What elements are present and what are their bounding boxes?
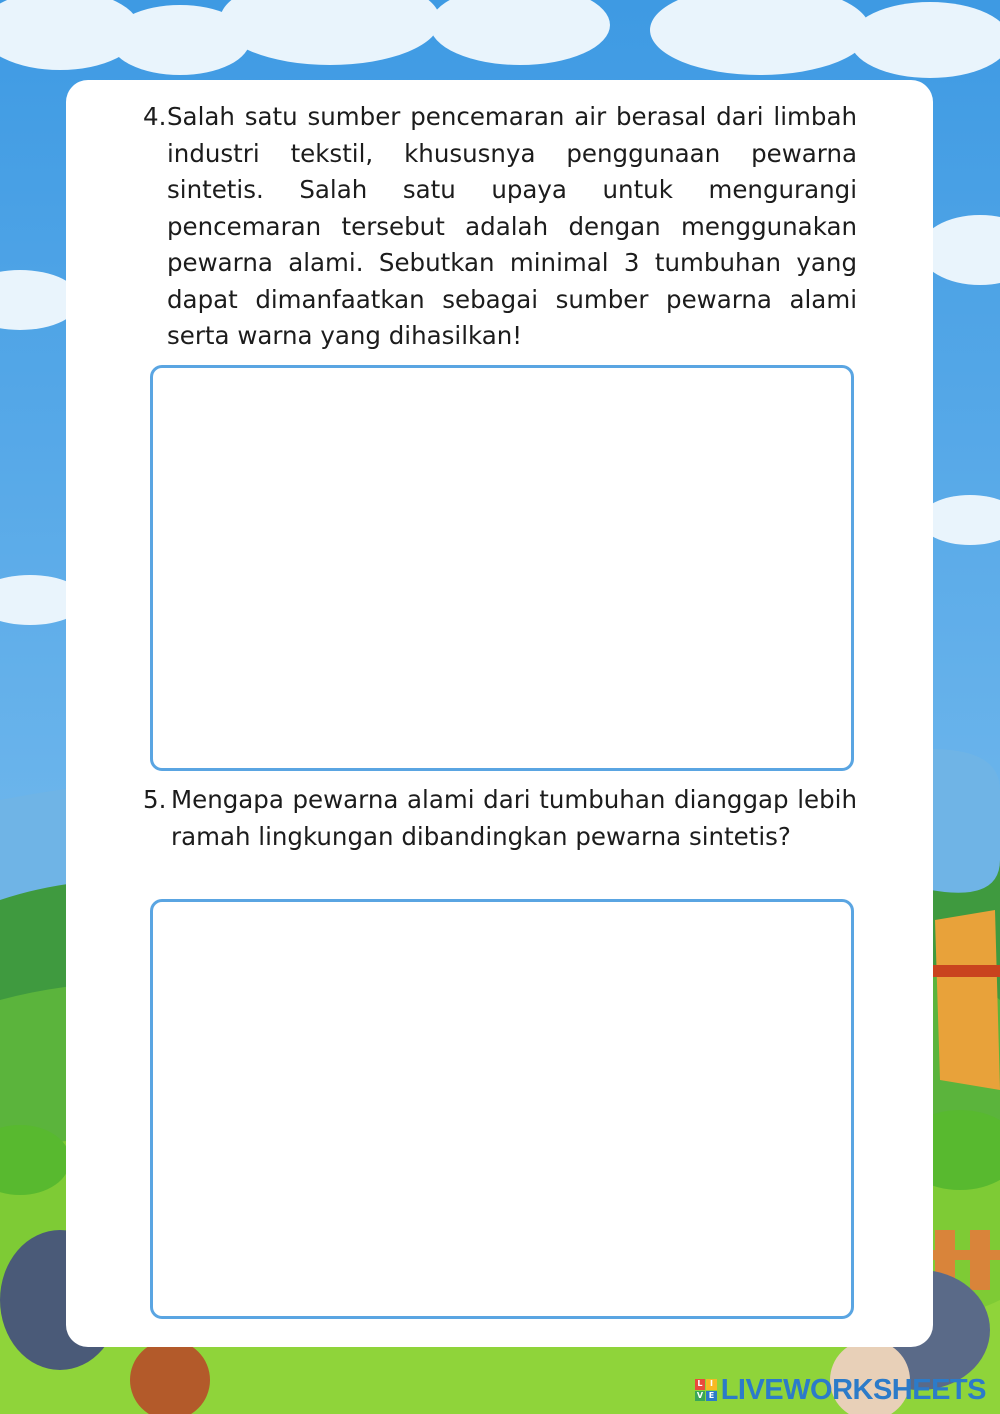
logo-letter: L <box>695 1379 706 1390</box>
question-5 <box>143 782 857 855</box>
question-4 <box>143 99 857 355</box>
liveworksheets-logo <box>695 1373 986 1407</box>
answer-box-4[interactable] <box>150 365 854 771</box>
question-text: Salah satu sumber pencemaran air berasal dari limbah industri tekstil, khususnya penggunaan pewarna sintetis. Salah satu upaya untuk mengurangi pencemaran tersebut adalah dengan menggunakan pewarna alami. Sebutkan minimal 3 tumbuhan yang dapat dimanfaatkan sebagai sumber pewarna alami serta warna yang dihasilkan! <box>167 102 857 350</box>
answer-box-5[interactable] <box>150 899 854 1319</box>
question-number: 5. <box>143 785 167 814</box>
liveworksheets-icon <box>695 1379 717 1401</box>
question-text: Mengapa pewarna alami dari tumbuhan dianggap lebih ramah lingkungan dibandingkan pewarna sintetis? <box>171 785 857 851</box>
question-number: 4. <box>143 102 167 131</box>
logo-letter: I <box>706 1379 717 1390</box>
logo-letter: V <box>695 1391 706 1402</box>
logo-letter: E <box>706 1391 717 1402</box>
brand-name: LIVEWORKSHEETS <box>720 1373 986 1406</box>
